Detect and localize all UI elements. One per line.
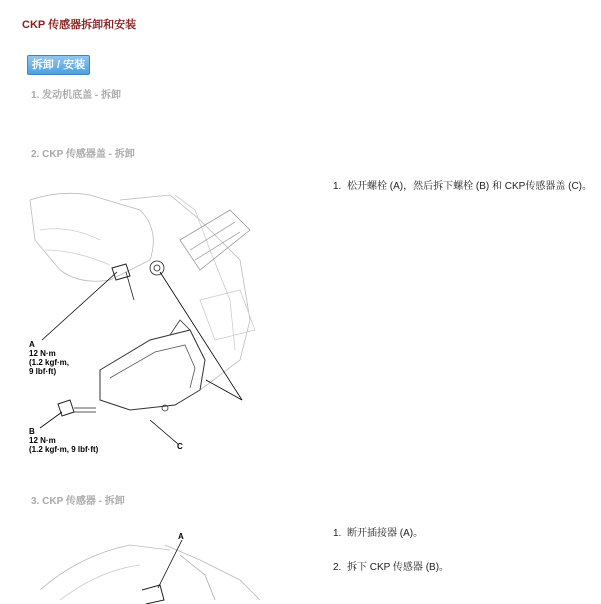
instruction-number: 1. xyxy=(333,181,342,192)
page-title: CKP 传感器拆卸和安装 xyxy=(22,19,137,31)
step-2-title: CKP 传感器盖 - 拆卸 xyxy=(42,149,135,160)
figure2-label-a: A xyxy=(178,532,184,541)
label-b-torque: 12 N·m xyxy=(29,436,56,445)
label-a-letter: A xyxy=(29,340,35,349)
instruction-text: 拆下 CKP 传感器 (B)。 xyxy=(347,562,450,573)
label-a-torque-lbf: 9 lbf·ft) xyxy=(29,367,57,376)
step-2-number: 2. xyxy=(31,149,40,160)
instruction-number: 2. xyxy=(333,562,342,573)
step-1-title: 发动机底盖 - 拆卸 xyxy=(42,90,122,101)
instruction-text: 断开插接器 (A)。 xyxy=(347,528,424,539)
step-3-title: CKP 传感器 - 拆卸 xyxy=(42,496,125,507)
step-3-number: 3. xyxy=(31,496,40,507)
section-tag-button[interactable]: 拆卸 / 安装 xyxy=(27,55,90,75)
label-a-torque: 12 N·m xyxy=(29,349,56,358)
figure1-label-c: C xyxy=(177,442,183,451)
label-b-letter: B xyxy=(29,427,35,436)
instruction-number: 1. xyxy=(333,528,342,539)
label-a-torque-kgf: (1.2 kgf·m, xyxy=(29,358,70,367)
label-b-torque-kgf: (1.2 kgf·m, 9 lbf·ft) xyxy=(29,445,99,454)
step-1-number: 1. xyxy=(31,90,40,101)
instruction-text: 松开螺栓 (A)，然后拆下螺栓 (B) 和 CKP传感器盖 (C)。 xyxy=(347,181,592,192)
